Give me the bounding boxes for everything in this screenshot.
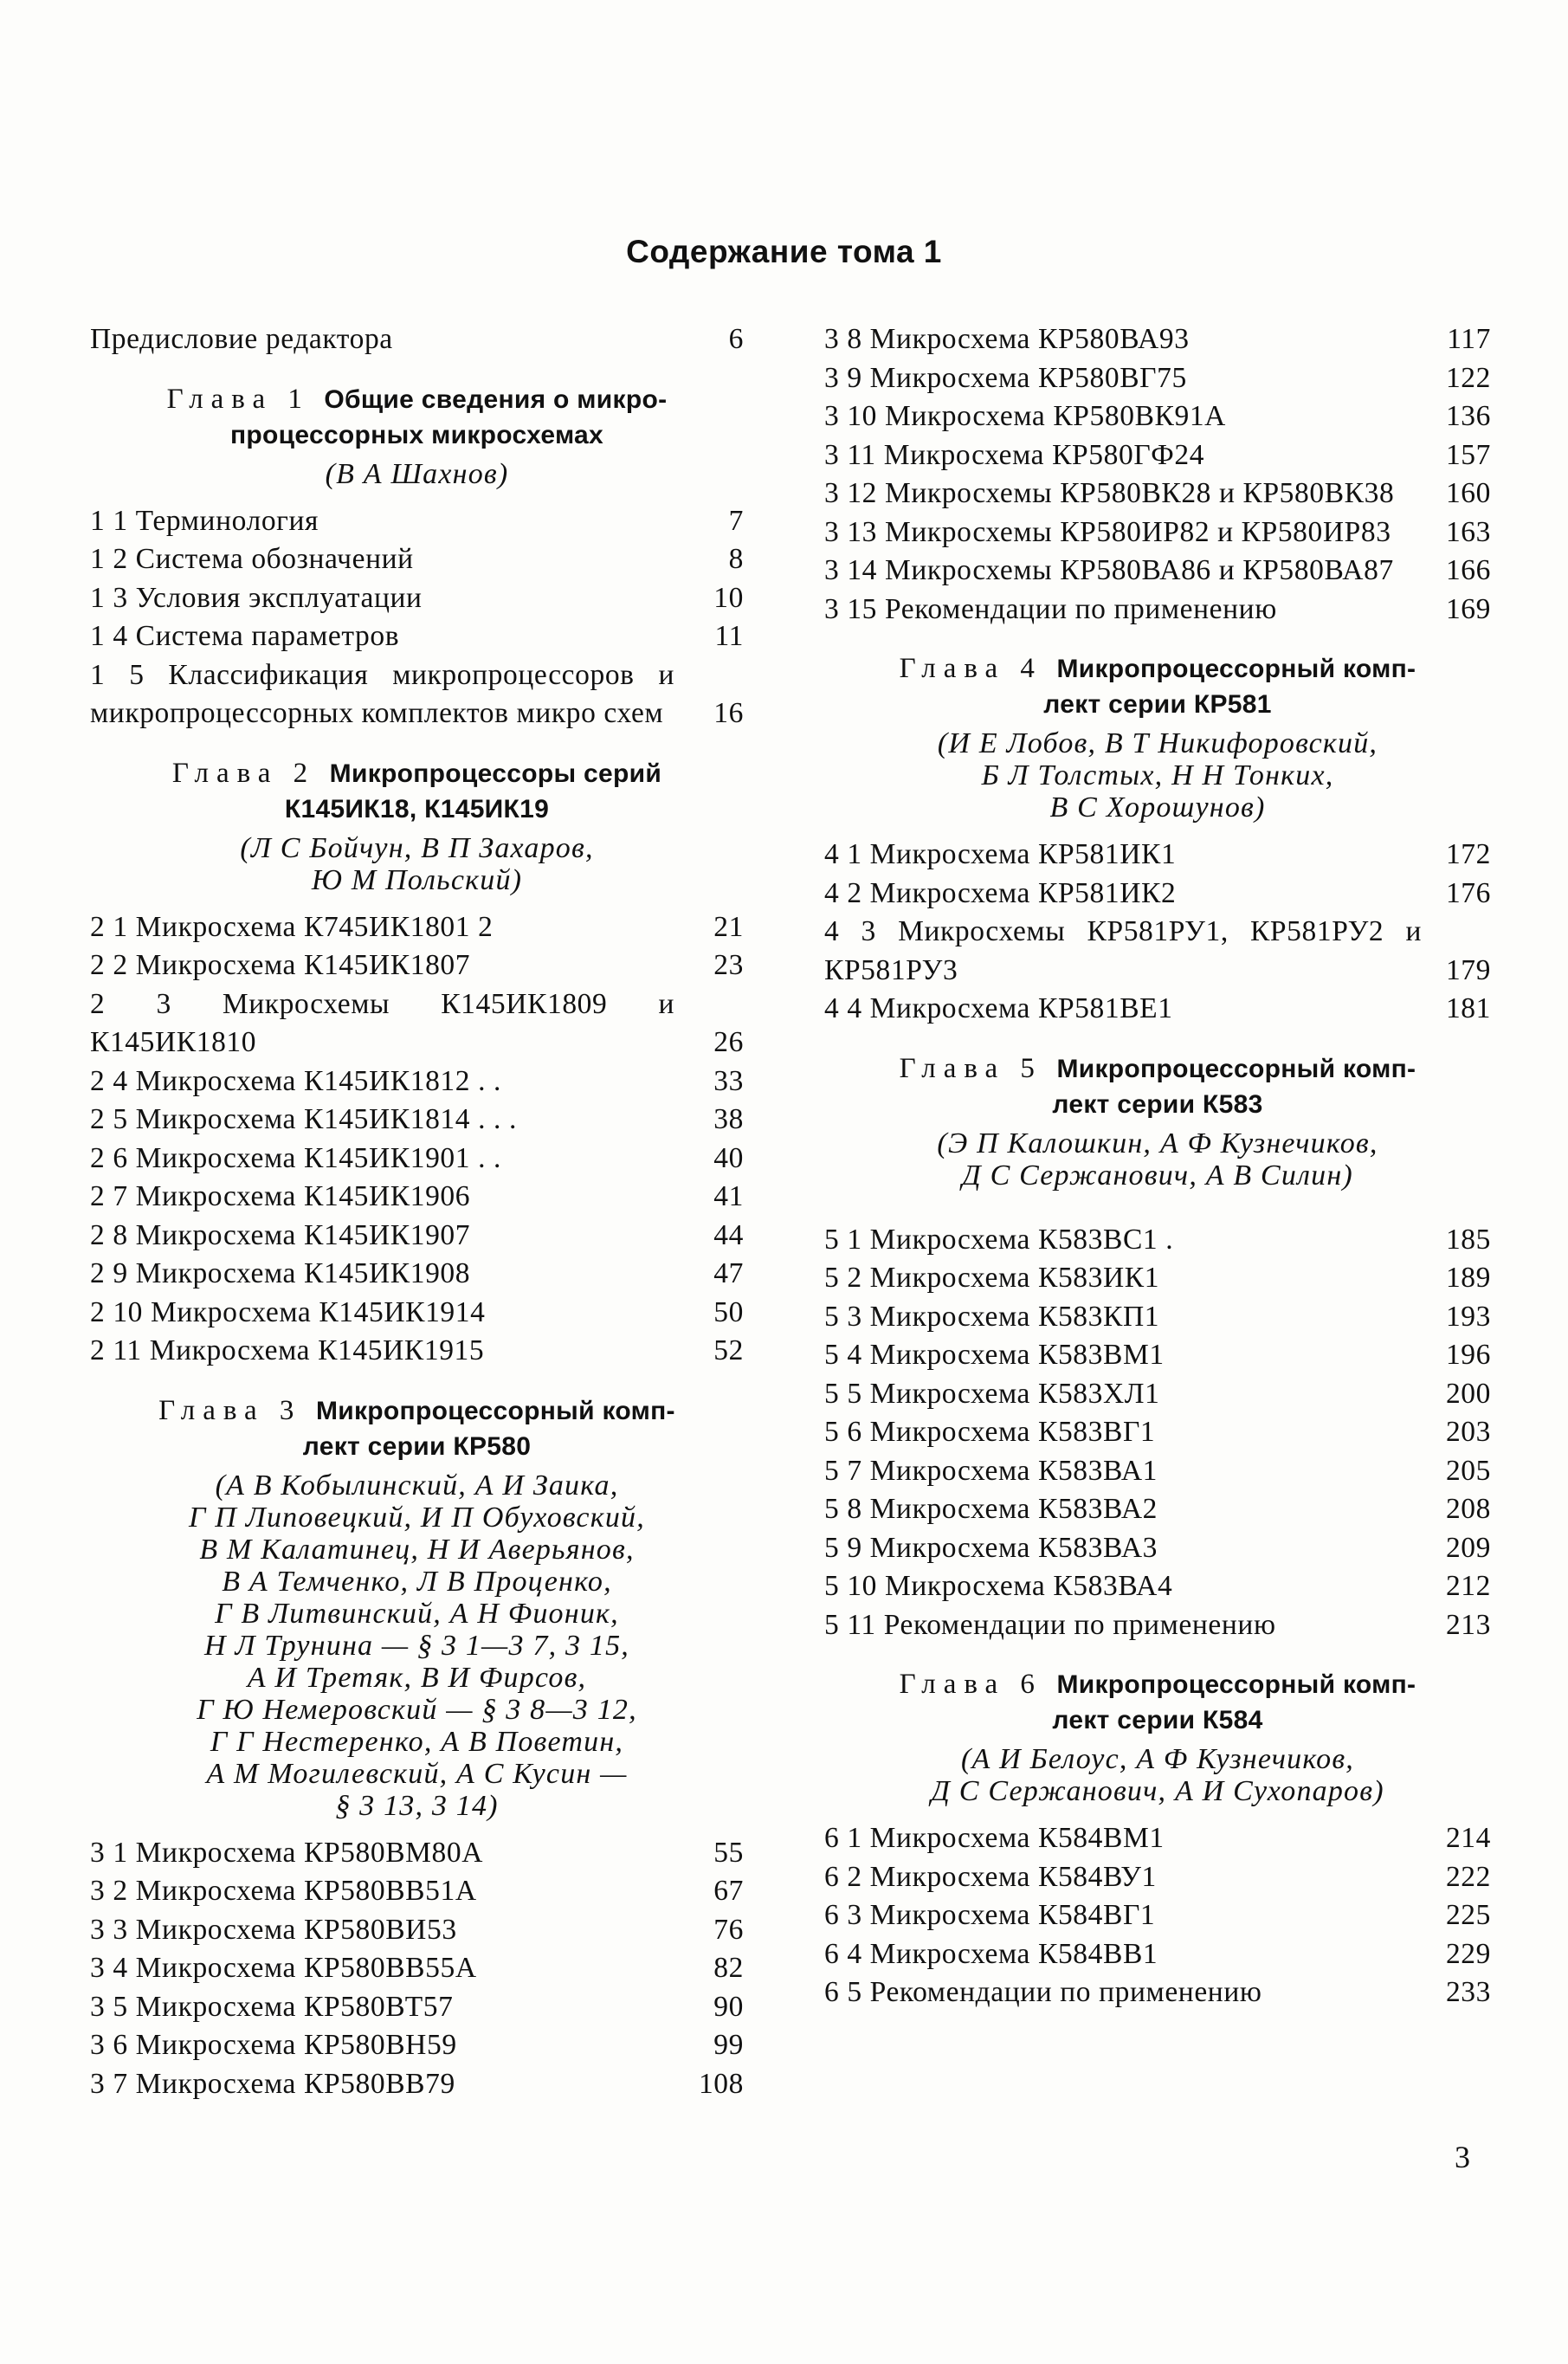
toc-entry: 5 5 Микросхема К583ХЛ1 200 — [824, 1377, 1491, 1410]
toc-entry: 6 2 Микросхема К584ВУ1 222 — [824, 1860, 1491, 1893]
chapter-label: Глава 5 — [899, 1052, 1042, 1084]
chapter-title: лект серии КР580 — [302, 1431, 532, 1461]
chapter-1-authors: (В А Шахнов) — [325, 457, 509, 490]
chapter-label: Глава 4 — [899, 653, 1042, 684]
chapter-title: Микропроцессорный комп- — [315, 1396, 675, 1425]
toc-entry: 6 4 Микросхема К584ВВ1 229 — [824, 1937, 1491, 1970]
toc-entry: 2 11 Микросхема К145ИК1915 52 — [90, 1334, 744, 1366]
toc-right-column — [824, 320, 1491, 2012]
chapter-label: Глава 2 — [171, 757, 316, 789]
toc-entry: 3 4 Микросхема КР580ВВ55А 82 — [90, 1952, 744, 1984]
chapter-6-heading — [824, 1667, 1491, 1738]
toc-entry: 5 6 Микросхема К583ВГ1 203 — [824, 1416, 1491, 1448]
toc-entry: 5 9 Микросхема К583ВА3 209 — [824, 1531, 1491, 1564]
toc-entry: 5 10 Микросхема К583ВА4 212 — [824, 1570, 1491, 1602]
toc-entry: 5 3 Микросхема К583КП1 193 — [824, 1300, 1491, 1333]
toc-entry: 2 7 Микросхема К145ИК1906 41 — [90, 1180, 744, 1212]
toc-entry: 1 3 Условия эксплуатации 10 — [90, 581, 744, 614]
toc-entry: 3 10 Микросхема КР580ВК91А 136 — [824, 400, 1491, 432]
chapter-title: лект серии К583 — [1052, 1089, 1263, 1119]
toc-entry-preface — [90, 320, 744, 359]
toc-entry: 2 1 Микросхема К745ИК1801 2 21 — [90, 910, 744, 943]
toc-entry: 6 1 Микросхема К584ВМ1 214 — [824, 1822, 1491, 1854]
toc-entry: 3 1 Микросхема КР580ВМ80А 55 — [90, 1836, 744, 1869]
chapter-title: Общие сведения о микро- — [324, 384, 668, 414]
toc-entry: 5 7 Микросхема К583ВА1 205 — [824, 1454, 1491, 1487]
toc-entry: 2 8 Микросхема К145ИК1907 44 — [90, 1218, 744, 1251]
toc-entry: 5 2 Микросхема К583ИК1 189 — [824, 1262, 1491, 1294]
chapter-5-authors: (Э П Калошкин, А Ф Кузнечиков, Д С Сержанович, А В Силин) — [937, 1127, 1378, 1192]
toc-entry: 2 6 Микросхема К145ИК1901 . . 40 — [90, 1141, 744, 1174]
chapter-3-authors: (А В Кобылинский, А И Заика, Г П Липовецкий, И П Обуховский, В М Калатинец, Н И Аверьянов, В А Темченко, Л В Проценко, Г В Литвинский, А Н Фионик, Н Л Трунина — § 3 1—3 7, 3 15, А И Третяк, В И Фирсов, Г Ю Немеровский — § 3 8—3 12, Г Г Нестеренко, А В Поветин, А М Могилевский, А С Кусин — § 3 13, 3 14) — [189, 1469, 645, 1822]
toc-entry: 3 3 Микросхема КР580ВИ53 76 — [90, 1913, 744, 1946]
toc-entry: 2 2 Микросхема К145ИК1807 23 — [90, 949, 744, 981]
toc-entry: 3 2 Микросхема КР580ВВ51А 67 — [90, 1875, 744, 1907]
toc-entry: 2 9 Микросхема К145ИК1908 47 — [90, 1257, 744, 1289]
chapter-4-authors: (И Е Лобов, В Т Никифоровский, Б Л Толстых, Н Н Тонких, В С Хорошунов) — [937, 727, 1378, 824]
toc-entry: 3 11 Микросхема КР580ГФ24 157 — [824, 438, 1491, 471]
chapter-title: Микропроцессорный комп- — [1056, 655, 1416, 683]
toc-entry: 3 5 Микросхема КР580ВТ57 90 — [90, 1990, 744, 2023]
toc-entry: 2 4 Микросхема К145ИК1812 . . 33 — [90, 1064, 744, 1097]
chapter-6-authors: (А И Белоус, А Ф Кузнечиков, Д С Сержанович, А И Сухопаров) — [931, 1743, 1384, 1807]
toc-entry: 3 7 Микросхема КР580ВВ79 108 — [90, 2067, 744, 2100]
chapter-label: Глава 3 — [158, 1394, 302, 1426]
toc-entry: 4 1 Микросхема КР581ИК1 172 — [824, 838, 1491, 870]
chapter-title: процессорных микросхемах — [229, 420, 604, 449]
toc-entry: 1 2 Система обозначений 8 — [90, 543, 744, 575]
toc-entry: 3 9 Микросхема КР580ВГ75 122 — [824, 361, 1491, 394]
toc-entry: 4 3 Микросхемы КР581РУ1, КР581РУ2 и КР581РУ3 179 — [824, 915, 1491, 986]
toc-entry: 3 15 Рекомендации по применению 169 — [824, 592, 1491, 625]
entry-text: Предисловие редактора — [90, 323, 393, 355]
chapter-2-heading — [90, 756, 744, 827]
toc-entry: 4 4 Микросхема КР581ВЕ1 181 — [824, 992, 1491, 1024]
toc-entry: 3 6 Микросхема КР580ВН59 99 — [90, 2029, 744, 2061]
toc-entry: 1 1 Терминология 7 — [90, 504, 744, 537]
chapter-title: Микропроцессорный комп- — [1056, 1670, 1416, 1699]
chapter-label: Глава 6 — [899, 1669, 1042, 1700]
page-number: 3 — [1455, 2140, 1470, 2174]
toc-entry: 1 5 Классификация микропроцессоров и микропроцессорных комплектов микро схем 16 — [90, 658, 744, 729]
chapter-1-heading — [90, 382, 744, 453]
toc-entry: 1 4 Система параметров 11 — [90, 620, 744, 652]
toc-entry: 6 5 Рекомендации по применению 233 — [824, 1976, 1491, 2008]
toc-entry: 2 10 Микросхема К145ИК1914 50 — [90, 1295, 744, 1328]
toc-entry: 5 1 Микросхема К583ВС1 . 185 — [824, 1223, 1491, 1256]
chapter-3-heading — [90, 1393, 744, 1464]
toc-entry: 3 12 Микросхемы КР580ВК28 и КР580ВК38 160 — [824, 477, 1491, 509]
toc-entry: 3 13 Микросхемы КР580ИР82 и КР580ИР83 163 — [824, 515, 1491, 548]
toc-entry: 6 3 Микросхема К584ВГ1 225 — [824, 1899, 1491, 1931]
toc-entry: 5 4 Микросхема К583ВМ1 196 — [824, 1339, 1491, 1371]
toc-left-column — [90, 320, 744, 2103]
toc-entry: 3 14 Микросхемы КР580ВА86 и КР580ВА87 166 — [824, 554, 1491, 586]
toc-entry: 5 11 Рекомендации по применению 213 — [824, 1608, 1491, 1641]
chapter-5-heading — [824, 1051, 1491, 1122]
chapter-title: Микропроцессоры серий — [329, 759, 662, 788]
chapter-title: Микропроцессорный комп- — [1056, 1054, 1416, 1083]
toc-entry: 5 8 Микросхема К583ВА2 208 — [824, 1493, 1491, 1525]
page-title: Содержание тома 1 — [626, 234, 942, 269]
chapter-title: лект серии К584 — [1052, 1706, 1263, 1734]
chapter-title: К145ИК18, К145ИК19 — [284, 794, 550, 824]
entry-page: 6 — [728, 323, 744, 355]
toc-entry: 3 8 Микросхема КР580ВА93 117 — [824, 323, 1491, 355]
chapter-label: Глава 1 — [166, 383, 310, 415]
chapter-title: лект серии КР581 — [1043, 690, 1272, 719]
chapter-2-authors: (Л С Бойчун, В П Захаров, Ю М Польский) — [240, 831, 594, 896]
toc-entry: 4 2 Микросхема КР581ИК2 176 — [824, 876, 1491, 909]
chapter-4-heading — [824, 651, 1491, 722]
toc-entry: 2 5 Микросхема К145ИК1814 . . . 38 — [90, 1103, 744, 1135]
toc-entry: 2 3 Микросхемы К145ИК1809 и К145ИК1810 26 — [90, 987, 744, 1058]
